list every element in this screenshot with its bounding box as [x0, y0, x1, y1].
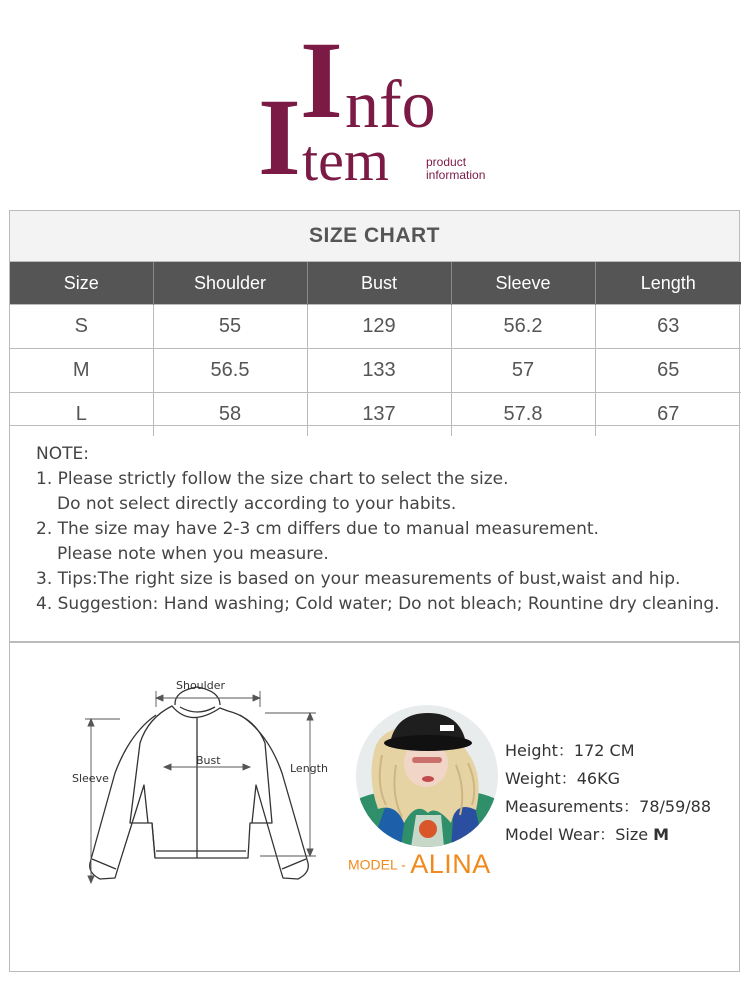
size-table [10, 262, 741, 436]
table-row [10, 305, 741, 349]
note-line: 2. The size may have 2-3 cm differs due to manual measurement. [36, 519, 599, 539]
bust-label: Bust [196, 754, 221, 767]
column-header-size: Size [10, 262, 153, 305]
table-cell: 57.8 [451, 393, 595, 437]
note-line: 3. Tips:The right size is based on your measurements of bust,waist and hip. [36, 569, 681, 589]
logo-letter-bottom: I [258, 76, 301, 198]
table-cell: S [10, 305, 153, 349]
note-line: Do not select directly according to your habits. [57, 494, 457, 514]
model-name: ALINA [410, 849, 491, 879]
table-cell: 56.5 [153, 349, 307, 393]
model-height: Height：172 CM [505, 741, 635, 760]
logo-subtitle [426, 156, 485, 182]
size-chart-title: SIZE CHART [10, 211, 739, 262]
table-cell: 129 [307, 305, 451, 349]
table-cell: 56.2 [451, 305, 595, 349]
column-header-shoulder: Shoulder [153, 262, 307, 305]
model-wear [505, 821, 711, 849]
logo-letter-top: I [300, 19, 343, 141]
table-cell: 133 [307, 349, 451, 393]
column-header-sleeve: Sleeve [451, 262, 595, 305]
table-cell: M [10, 349, 153, 393]
note-line: 1. Please strictly follow the size chart to select the size. [36, 469, 509, 489]
shoulder-label: Shoulder [176, 679, 225, 692]
model-name-label [348, 849, 491, 880]
table-row [10, 349, 741, 393]
jacket-measurement-diagram [60, 673, 340, 903]
table-cell: 67 [595, 393, 741, 437]
table-cell: 55 [153, 305, 307, 349]
notes-section [9, 426, 740, 642]
column-header-bust: Bust [307, 262, 451, 305]
info-item-logo [0, 0, 750, 200]
table-cell: 65 [595, 349, 741, 393]
model-weight: Weight：46KG [505, 769, 620, 788]
model-photo [356, 705, 498, 847]
column-header-length: Length [595, 262, 741, 305]
size-table-header [10, 262, 741, 305]
table-cell: 137 [307, 393, 451, 437]
model-wear-size: M [653, 825, 670, 844]
logo-word-bottom: tem [302, 128, 389, 193]
logo-sub-line2: information [426, 168, 486, 182]
table-cell: 58 [153, 393, 307, 437]
notes-heading: NOTE: [36, 444, 89, 464]
size-chart [9, 210, 740, 426]
model-wear-label: Model Wear：Size [505, 825, 654, 844]
note-line: Please note when you measure. [57, 544, 329, 564]
length-label: Length [290, 762, 328, 775]
logo-sub-line1: product [426, 155, 467, 169]
model-prefix: MODEL - [348, 856, 406, 873]
model-avatar-illustration [356, 705, 498, 847]
table-cell: 57 [451, 349, 595, 393]
model-measurements: Measurements：78/59/88 [505, 797, 712, 816]
model-specs [505, 737, 711, 849]
sleeve-label: Sleeve [72, 772, 109, 785]
model-info-panel [9, 642, 740, 972]
note-line: 4. Suggestion: Hand washing; Cold water; Do not bleach; Rountine dry cleaning. [36, 594, 720, 614]
table-cell: 63 [595, 305, 741, 349]
table-cell: L [10, 393, 153, 437]
logo-word-top: nfo [345, 66, 436, 142]
